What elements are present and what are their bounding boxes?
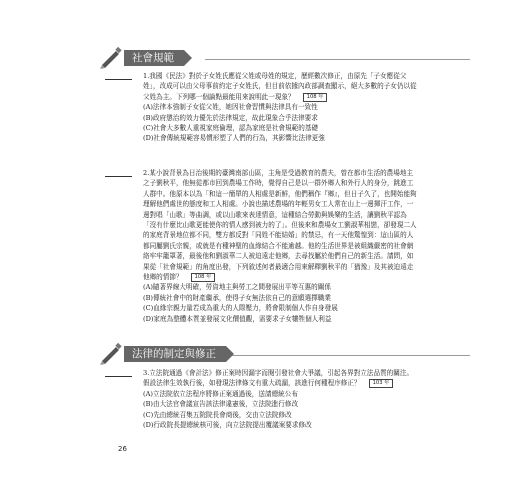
question-number: 1.: [143, 72, 150, 80]
section-rule: [205, 59, 470, 60]
option-list: [143, 389, 417, 431]
pencil-icon: [100, 343, 122, 365]
option-list: [143, 282, 417, 324]
question-3: [105, 368, 417, 430]
question-1: [105, 71, 417, 144]
question-text: 立法院通過《會計法》修正案時因漏字而閱引發社會大爭議，引起各界對立法品質的關注。假設法律生效執行後，如發現法律條文有重大疏漏，該進行何種程序修正？: [143, 369, 414, 388]
section-title: 社會規範: [124, 50, 184, 66]
option-b[interactable]: (B)由大法官會議宣告該法律違憲後，立法院進行修改: [143, 400, 299, 409]
question-stem: [143, 71, 417, 102]
section-title: 法律的制定與修正: [124, 346, 226, 362]
year-code: 103 年: [369, 379, 394, 388]
question-stem: [143, 168, 417, 282]
option-b[interactable]: (B)傳統社會中的財產繼承，使得子女無法依自己的意願選擇職業: [143, 293, 332, 302]
option-c[interactable]: (C)血緣宗親力量若成為重大的人際壓力，將會限制個人作自身發展: [143, 304, 338, 313]
question-text: 我國《民法》對於子女姓氏應從父姓或母姓的規定，歷經數次修正，由原先「子女應從父姓」，改成可以由父母事前約定子女姓氏，但目前依據內政部調查顯示，絕大多數的子女仍以從父姓為主。下列哪一個論點最能用來說明此一現象？: [143, 72, 417, 101]
option-a[interactable]: (A)法律本強制子女從父姓，她因社會習慣與法律具有一致性: [143, 103, 318, 112]
section-rule: [232, 355, 470, 356]
page-number: 26: [118, 445, 127, 453]
option-a[interactable]: (A)隨著界線大明確，勞資地主與勞工之間發展出平等互惠的關係: [143, 283, 331, 292]
question-number: 2.: [143, 169, 150, 177]
question-2: [105, 168, 417, 324]
section-header-social-norms: [100, 47, 184, 69]
option-d[interactable]: (D)行政院長提總統核可後，向立法院提出覆議案要求修改: [143, 421, 312, 430]
question-number: 3.: [143, 369, 150, 377]
question-text: 某小說背景為日治後期的臺灣南部山區，主角是受過教育的農夫，曾在都市生活的農場地主之子劉秋平，他無從都市回到農場工作時，覺得自己是以一群外鄉人和外行人的身分，跳進工人群中。他原本以為「和這一簡單的人相處是新鮮，他們稱作『鄉』，但日子久了，也開始能夠理解他們處世的態度和工人相處。小說也描述農場的年輕男女工人常在山上一邊揮汗工作，一邊對唱「山歌」等曲調，或以山歌來表達情意，這種結合勞動與娛樂的生活，讓劉秋平認為「沒有什麼比山歌更能使你的情人感到被力的了」。但後來和農場女工劉淑華相戀，卻發現二人的家庭背景地位都不同，雙方都反對「同姓不能結婚」的禁忌，有一天他驚惶到：這山區的人都同屬劉氏宗親，或就是有種神聖的血緣結合不能逾越。他的生活世界是被組織嚴密的社會網絡牢牢籠罩著，最後他和劉淑華二人被迫遠走他鄉，去尋找屬於他們自己的新生活。請問，如果從「社會規範」的角度出發，下列敘述何者最適合用來解釋劉秋平的「猶豫」及其被迫遠走他鄉的情節？: [143, 169, 417, 282]
pencil-icon: [100, 47, 122, 69]
option-d[interactable]: (D)社會傳統規範容易慣形塑了人們的行為，其影響比法律更強: [143, 134, 325, 143]
option-list: [143, 102, 417, 144]
option-d[interactable]: (D)家庭為整體本質並發展文化價值觀，需要求子女犧牲個人利益: [143, 314, 332, 323]
answer-blank[interactable]: [105, 376, 132, 377]
option-c[interactable]: (C)社會大多數人重視家庭倫理，認為家庭是社會規範的基礎: [143, 124, 319, 133]
option-c[interactable]: (C)先由總統召集五院院長會商後，交由立法院修改: [143, 410, 292, 419]
question-stem: [143, 368, 417, 389]
answer-blank[interactable]: [105, 79, 132, 80]
option-a[interactable]: (A)立法院依立法程序將修正案通過後，送請總統公布: [143, 389, 298, 398]
year-code: 108 年: [303, 93, 328, 102]
answer-blank[interactable]: [105, 176, 132, 177]
year-code: 108 年: [191, 273, 216, 282]
option-b[interactable]: (B)政府懲治的效力優先於法律規定，故此現象合乎法律要求: [143, 113, 318, 122]
section-header-law-making: [100, 343, 226, 365]
